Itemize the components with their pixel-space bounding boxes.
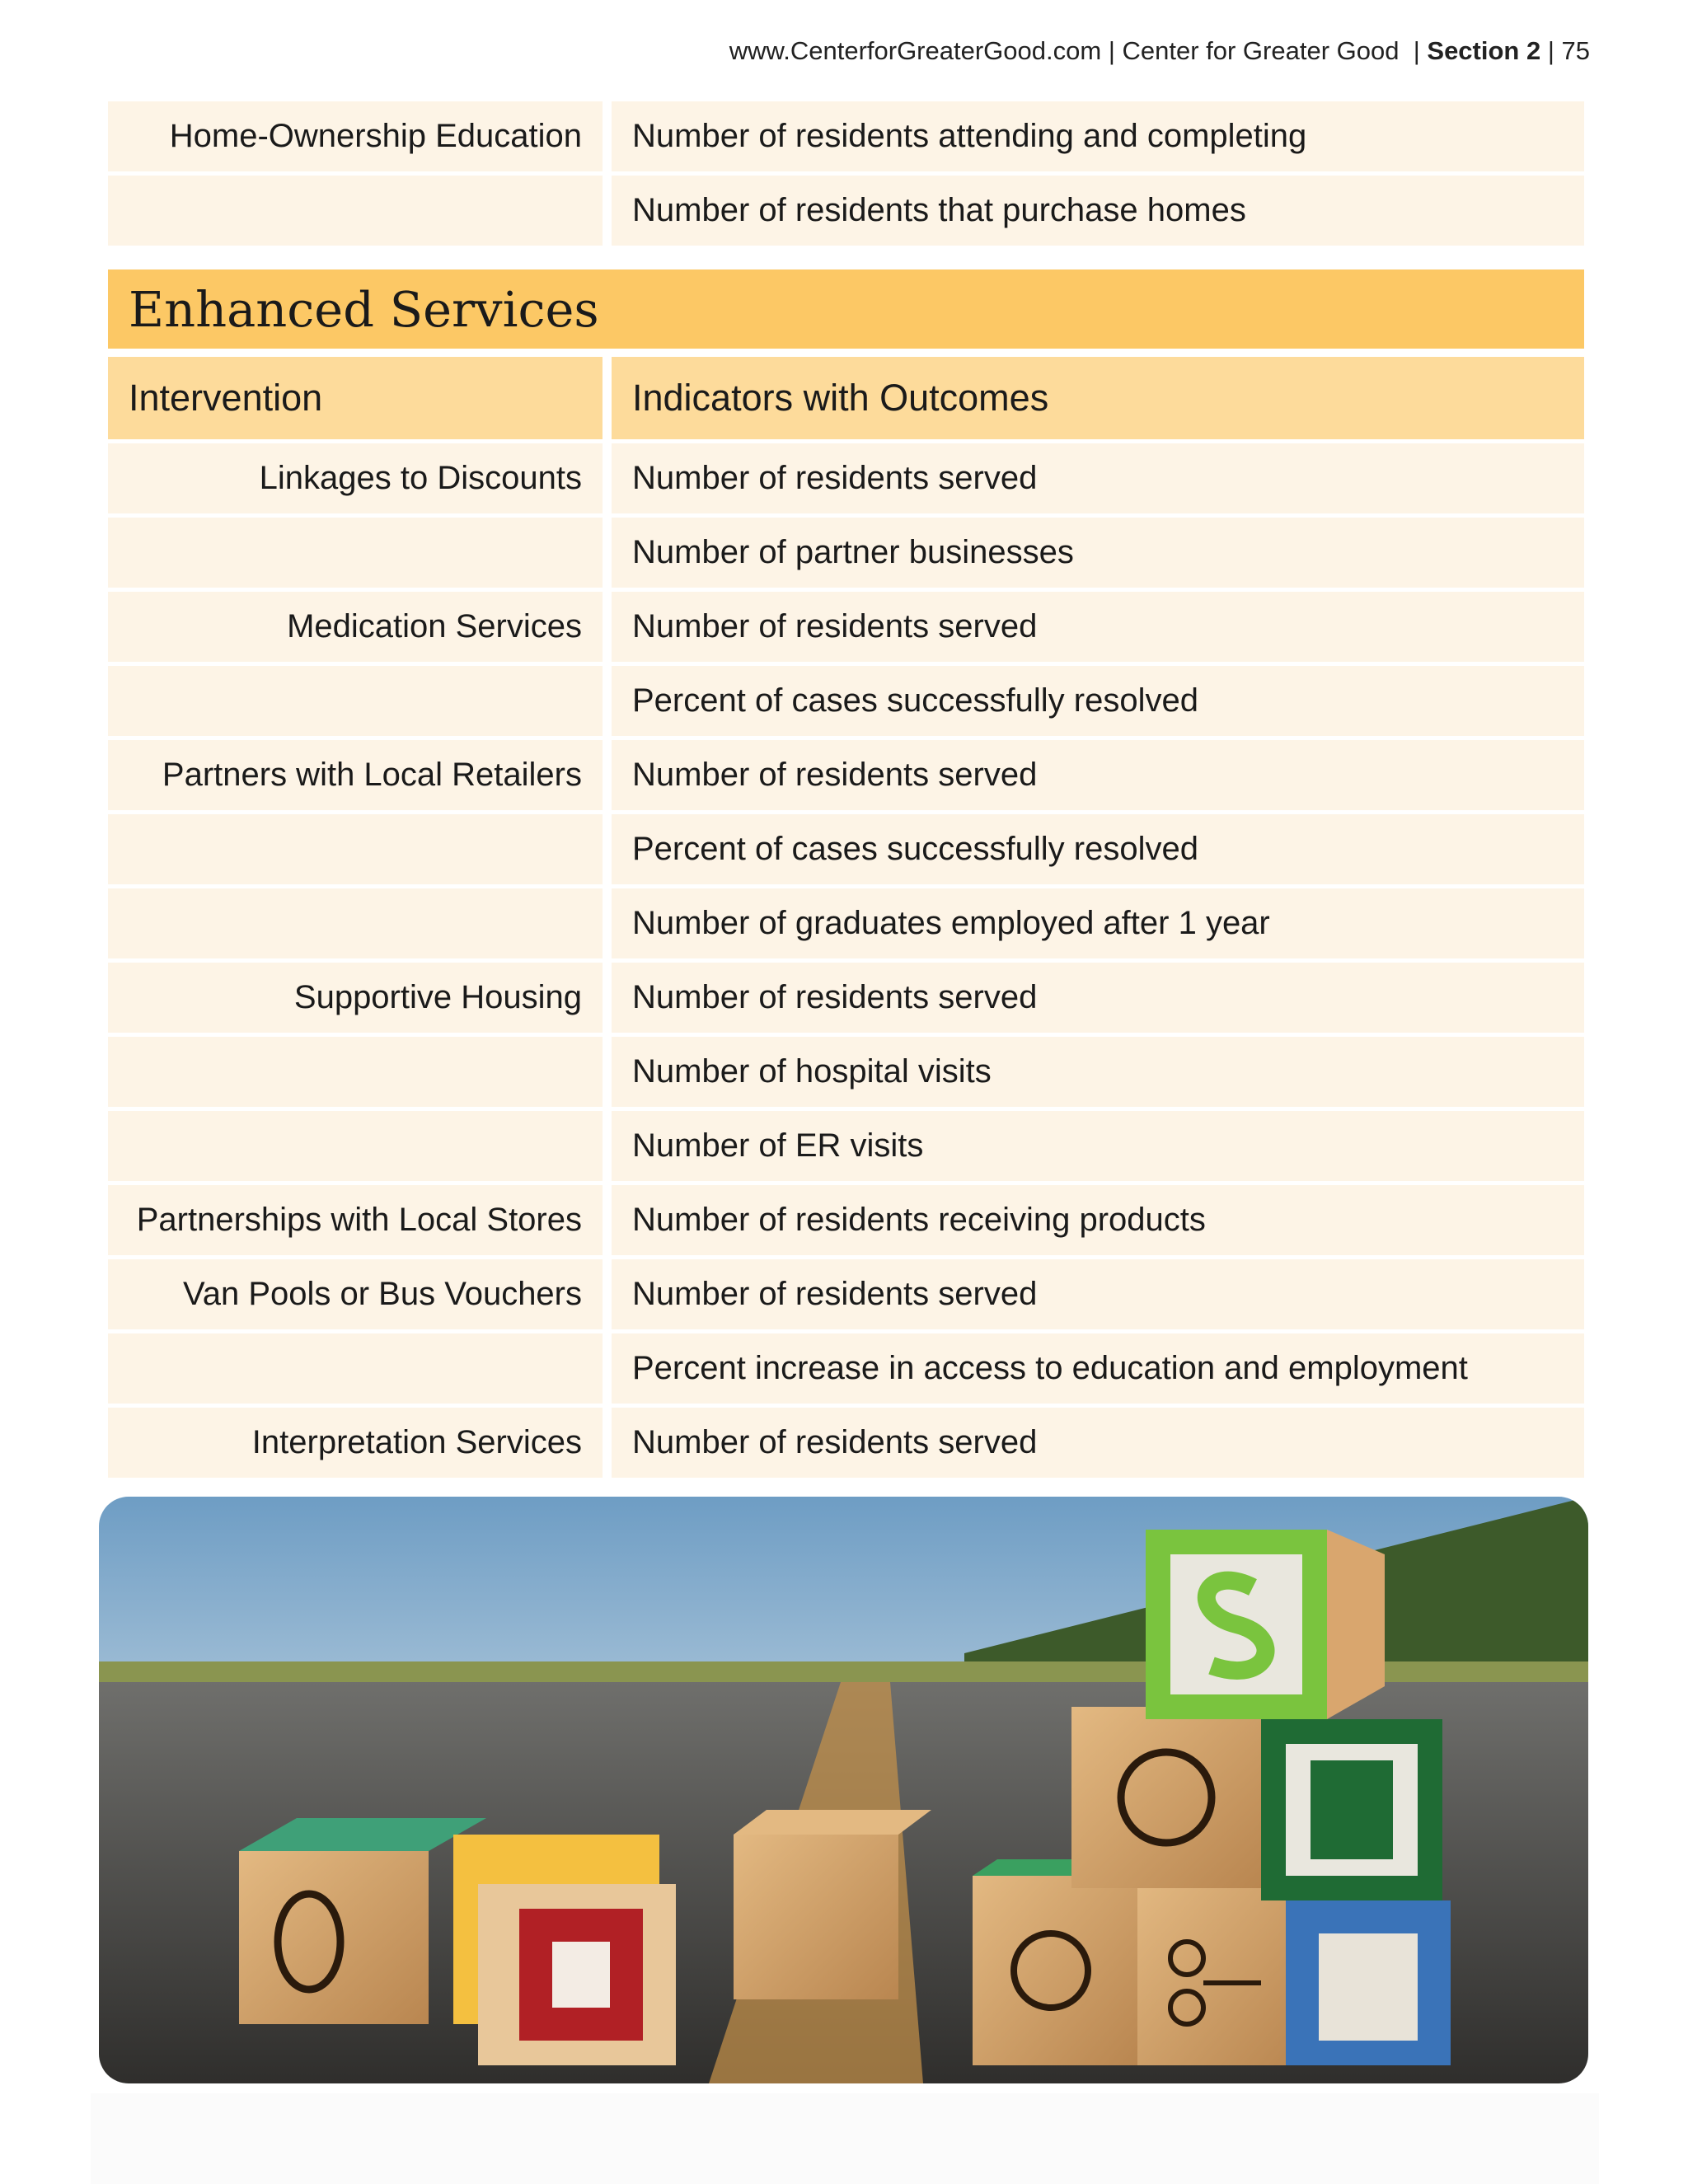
intervention-cell: Home-Ownership Education	[108, 101, 603, 171]
table-row	[108, 1408, 1584, 1478]
intervention-cell: Medication Services	[108, 592, 603, 662]
header-org: Center for Greater Good	[1122, 36, 1400, 65]
table-row	[108, 666, 1584, 736]
indicator-cell: Number of residents served	[612, 740, 1584, 810]
intervention-cell	[108, 814, 603, 884]
table-row	[108, 963, 1584, 1033]
indicator-cell: Number of residents served	[612, 1259, 1584, 1329]
intervention-cell	[108, 518, 603, 588]
indicator-cell: Number of residents served	[612, 1408, 1584, 1478]
intervention-cell	[108, 888, 603, 958]
intervention-cell: Supportive Housing	[108, 963, 603, 1033]
indicator-cell: Number of residents that purchase homes	[612, 176, 1584, 246]
intervention-cell	[108, 1037, 603, 1107]
header-section: Section 2	[1427, 36, 1541, 65]
intervention-cell: Partners with Local Retailers	[108, 740, 603, 810]
column-header-intervention: Intervention	[108, 357, 603, 439]
table-row	[108, 1259, 1584, 1329]
home-ownership-table	[108, 101, 1584, 250]
column-header-indicators: Indicators with Outcomes	[612, 357, 1584, 439]
intervention-cell	[108, 176, 603, 246]
header-site: www.CenterforGreaterGood.com	[729, 36, 1102, 65]
table-row	[108, 101, 1584, 171]
indicator-cell: Percent increase in access to education and employment	[612, 1333, 1584, 1404]
page-bottom-strip	[91, 2093, 1599, 2184]
indicator-cell: Number of residents attending and completing	[612, 101, 1584, 171]
indicator-cell: Number of residents served	[612, 592, 1584, 662]
intervention-cell	[108, 666, 603, 736]
table-row	[108, 1333, 1584, 1404]
indicator-cell: Number of graduates employed after 1 year	[612, 888, 1584, 958]
table-row	[108, 814, 1584, 884]
intervention-cell: Partnerships with Local Stores	[108, 1185, 603, 1255]
indicator-cell: Number of residents served	[612, 963, 1584, 1033]
header-page-number: 75	[1561, 36, 1590, 65]
indicator-cell: Number of ER visits	[612, 1111, 1584, 1181]
table-row	[108, 592, 1584, 662]
table-row	[108, 518, 1584, 588]
photo-alphabet-blocks	[99, 1497, 1588, 2083]
section-title: Enhanced Services	[108, 269, 1584, 349]
intervention-cell: Linkages to Discounts	[108, 443, 603, 513]
indicator-cell: Percent of cases successfully resolved	[612, 814, 1584, 884]
intervention-cell: Van Pools or Bus Vouchers	[108, 1259, 603, 1329]
indicator-cell: Percent of cases successfully resolved	[612, 666, 1584, 736]
table-row	[108, 176, 1584, 246]
indicator-cell: Number of partner businesses	[612, 518, 1584, 588]
intervention-cell: Interpretation Services	[108, 1408, 603, 1478]
table-row	[108, 1111, 1584, 1181]
table-row	[108, 1185, 1584, 1255]
enhanced-services-table	[108, 357, 1584, 1482]
table-row	[108, 443, 1584, 513]
intervention-cell	[108, 1111, 603, 1181]
intervention-cell	[108, 1333, 603, 1404]
table-row	[108, 1037, 1584, 1107]
indicator-cell: Number of hospital visits	[612, 1037, 1584, 1107]
indicator-cell: Number of residents served	[612, 443, 1584, 513]
table-row	[108, 740, 1584, 810]
indicator-cell: Number of residents receiving products	[612, 1185, 1584, 1255]
table-row	[108, 888, 1584, 958]
table-header-row	[108, 357, 1584, 439]
page-header: www.CenterforGreaterGood.com | Center for Greater Good | Section 2 | 75	[729, 36, 1590, 65]
